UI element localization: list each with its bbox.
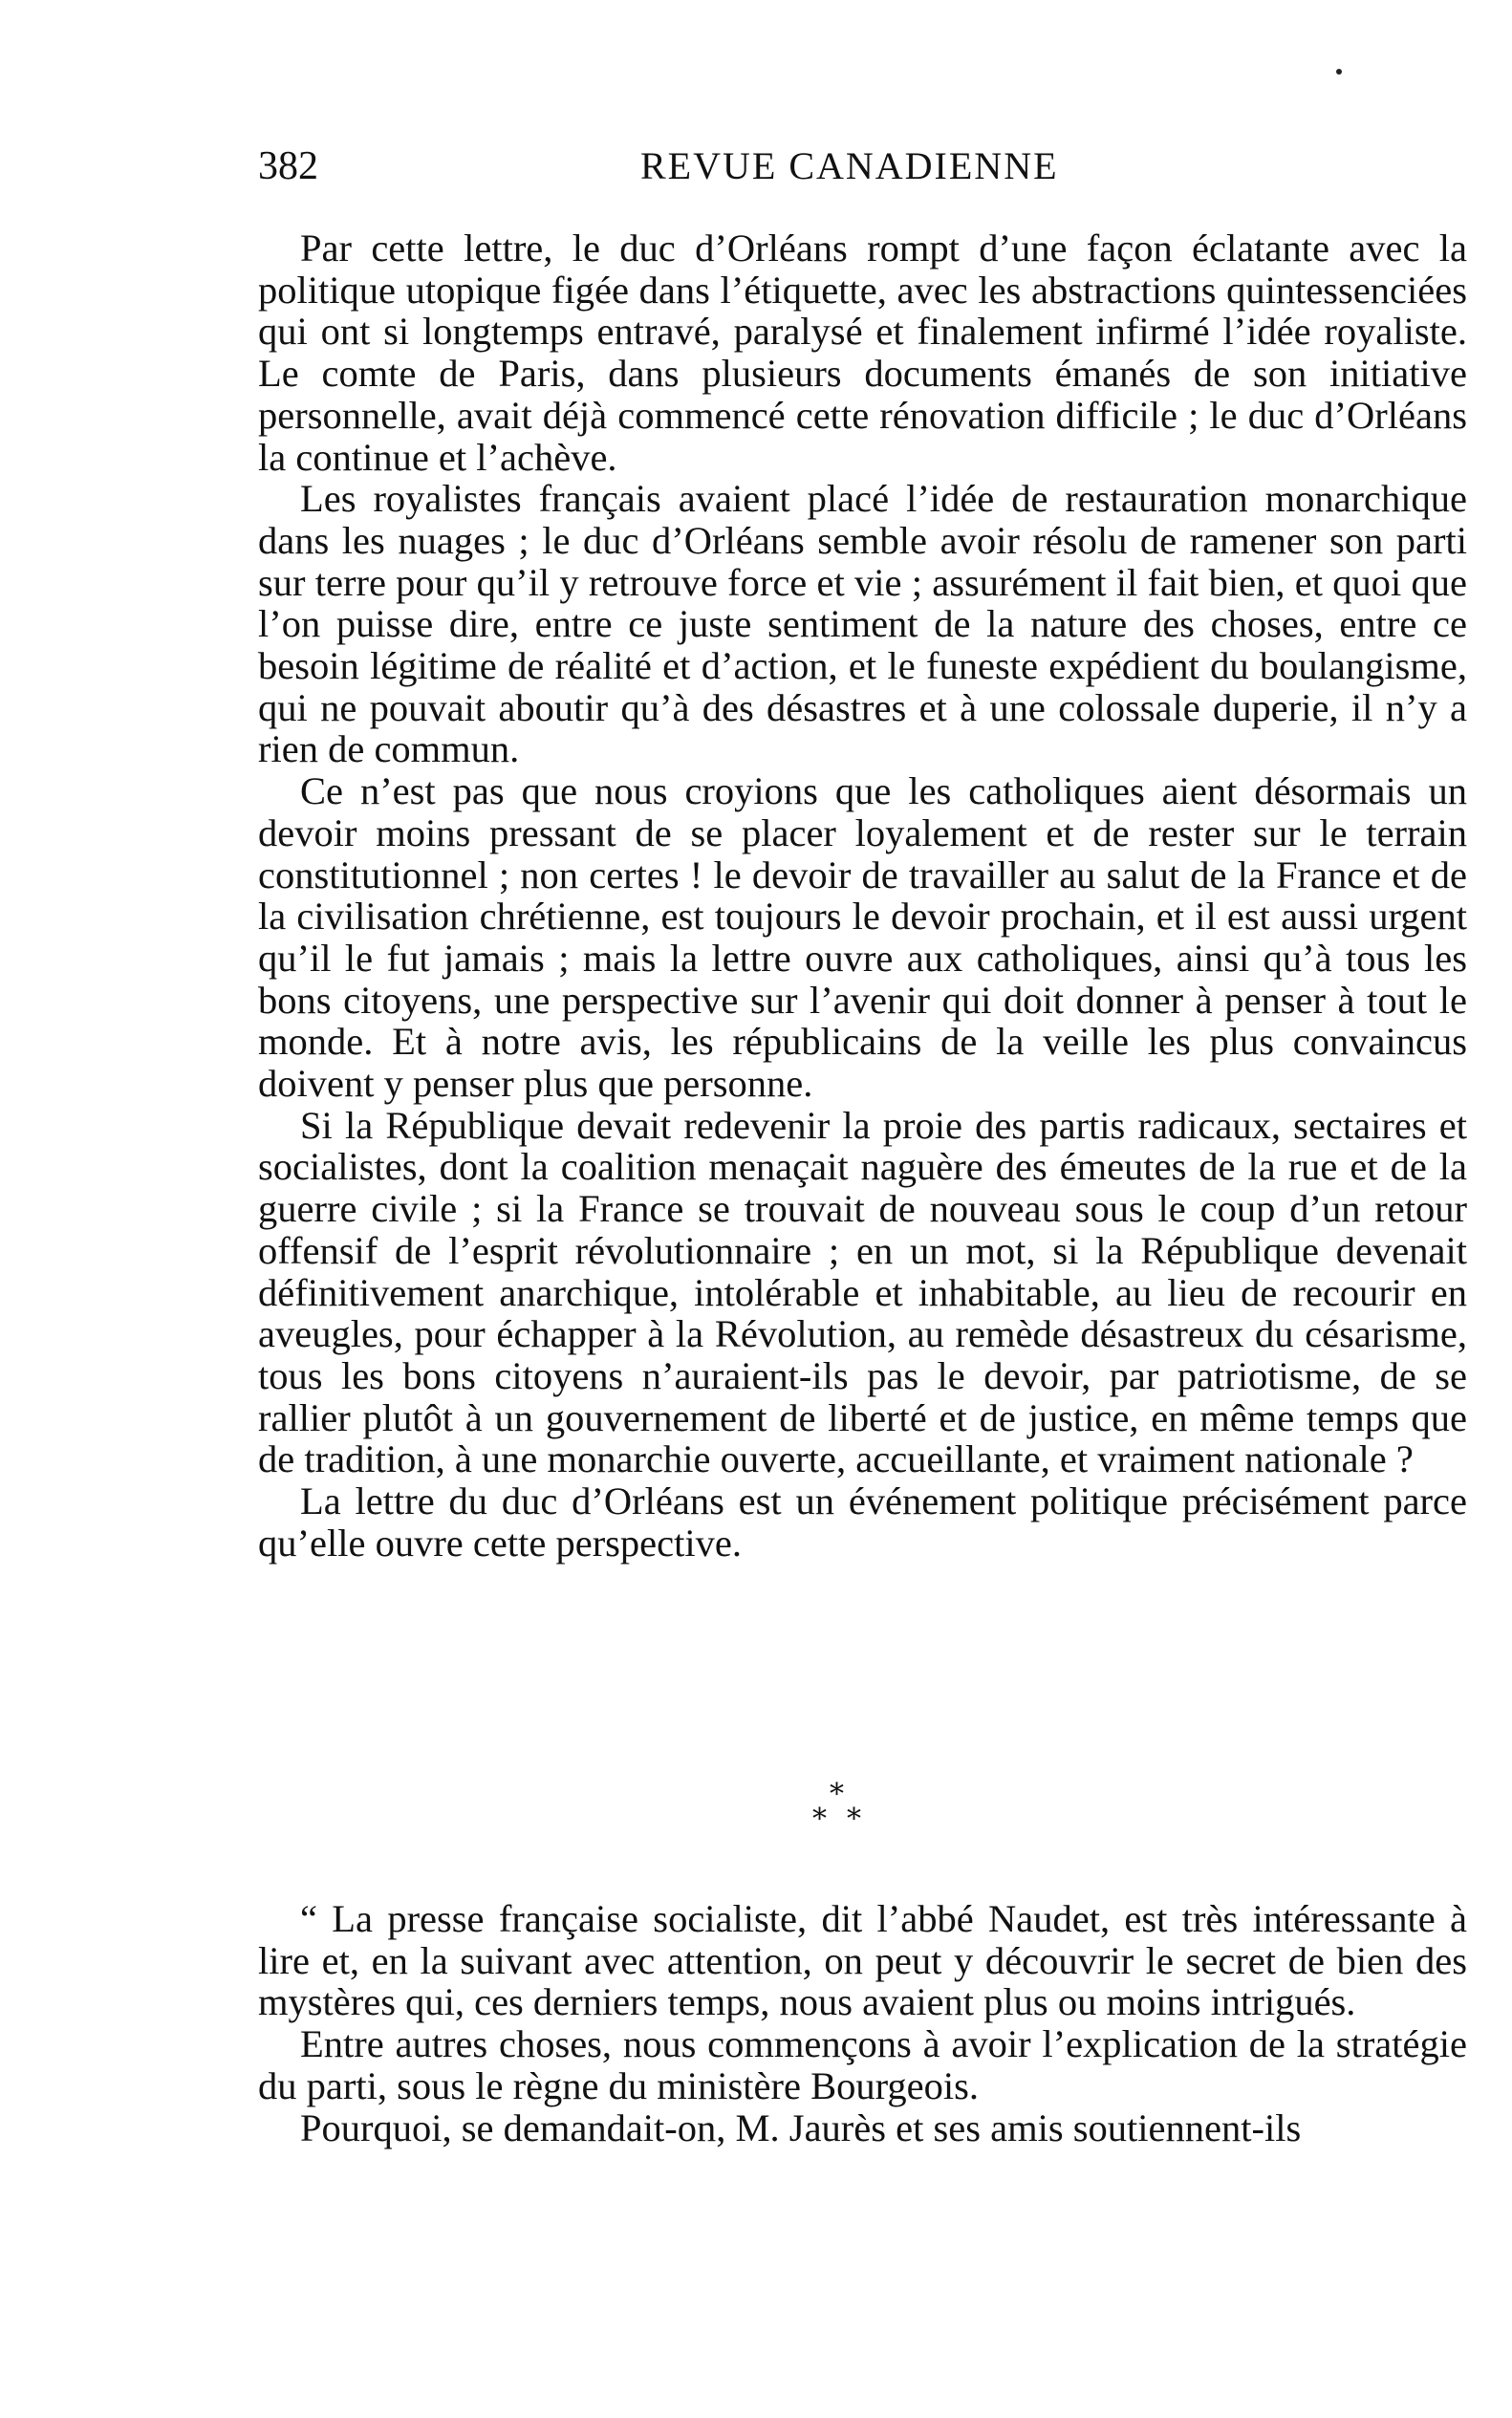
page-number: 382	[258, 144, 318, 188]
paragraph: “ La presse française socialiste, dit l’abbé Naudet, est très intéressante à lire et, en la suivant avec attention, on peut y découvrir le secret de bien des mystères qui, ces derniers temps, nous avaient plus ou moins intrigués.	[258, 1897, 1467, 2024]
section-separator-asterism: * * *	[812, 1778, 861, 1836]
paragraph: Ce n’est pas que nous croyions que les catholiques aient désormais un devoir moins pressant de se placer loyalement et de rester sur le terrain constitutionnel ; non certes ! le devoir de travailler au salut de la France et de la civilisation chrétienne, est toujours le devoir prochain, et il est aussi urgent qu’il le fut jamais ; mais la lettre ouvre aux catholiques, ainsi qu’à tous les bons citoyens, une perspective sur l’avenir qui doit donner à penser à tout le monde. Et à notre avis, les républicains de la veille les plus convaincus doivent y penser plus que personne.	[258, 769, 1467, 1106]
paragraph: Entre autres choses, nous commençons à avoir l’explication de la stratégie du parti, sous le règne du ministère Bourgeois.	[258, 2022, 1467, 2107]
ink-speck	[1336, 69, 1342, 75]
body-text-continued	[258, 1898, 1467, 2148]
body-text	[258, 227, 1467, 1565]
paragraph: La lettre du duc d’Orléans est un événement politique précisément parce qu’elle ouvre cette perspective.	[258, 1479, 1467, 1565]
running-head	[258, 141, 1481, 191]
paragraph: Les royalistes français avaient placé l’idée de restauration monarchique dans les nuages ; le duc d’Orléans semble avoir résolu de ramener son parti sur terre pour qu’il y retrouve force et vie ; assurément il fait bien, et quoi que l’on puisse dire, entre ce juste sentiment de la nature des choses, entre ce besoin légitime de réalité et d’action, et le funeste expédient du boulangisme, qui ne pouvait aboutir qu’à des désastres et à une colossale duperie, il n’y a rien de commun.	[258, 477, 1467, 771]
paragraph: Pourquoi, se demandait-on, M. Jaurès et ses amis soutiennent-ils	[300, 2105, 1302, 2149]
paragraph: Par cette lettre, le duc d’Orléans rompt d’une façon éclatante avec la politique utopique figée dans l’étiquette, avec les abstractions quintessenciées qui ont si longtemps entravé, paralysé et finalement infirmé l’idée royaliste. Le comte de Paris, dans plusieurs documents émanés de son initiative personnelle, avait déjà commencé cette rénovation difficile ; le duc d’Orléans la continue et l’achève.	[258, 227, 1467, 479]
journal-title: REVUE CANADIENNE	[640, 144, 1059, 187]
paragraph: Si la République devait redevenir la proie des partis radicaux, sectaires et socialistes, dont la coalition menaçait naguère des émeutes de la rue et de la guerre civile ; si la France se trouvait de nouveau sous le coup d’un retour offensif de l’esprit révolutionnaire ; en un mot, si la République devenait définitivement anarchique, intolérable et inhabitable, au lieu de recourir en aveugles, pour échapper à la Révolution, au remède désastreux du césarisme, tous les bons citoyens n’auraient-ils pas le devoir, par patriotisme, de se rallier plutôt à un gouvernement de liberté et de justice, en même temps que de tradition, à une monarchie ouverte, accueillante, et vraiment nationale ?	[258, 1103, 1467, 1481]
